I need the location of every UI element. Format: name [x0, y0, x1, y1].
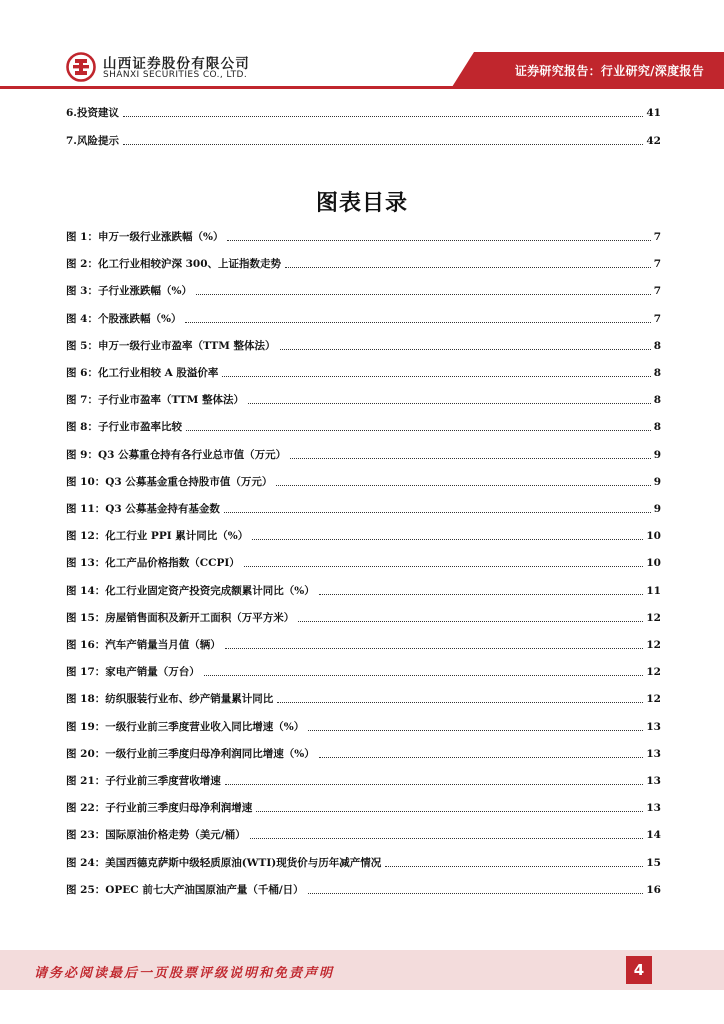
toc-leader-dots: [319, 594, 644, 595]
figure-entry[interactable]: [66, 663, 661, 679]
figure-entry[interactable]: [66, 391, 661, 407]
figure-entry-label: 图 7：子行业市盈率（TTM 整体法）: [66, 394, 244, 407]
toc-leader-dots: [225, 648, 644, 649]
figure-entry-label: 图 23：国际原油价格走势（美元/桶）: [66, 829, 246, 842]
figure-entry-label: 图 2：化工行业相较沪深 300、上证指数走势: [66, 258, 282, 271]
page-number: 4: [626, 956, 652, 984]
toc-leader-dots: [222, 376, 650, 377]
toc-leader-dots: [123, 144, 643, 145]
toc-entry-risk-warning[interactable]: [66, 132, 661, 148]
figure-entry[interactable]: [66, 609, 661, 625]
toc-leader-dots: [185, 322, 650, 323]
toc-leader-dots: [277, 702, 643, 703]
figure-entry-label: 图 4：个股涨跌幅（%）: [66, 312, 182, 325]
figure-entry-page: 8: [653, 421, 661, 434]
toc-leader-dots: [308, 893, 644, 894]
figure-list-title: 图表目录: [315, 190, 408, 216]
figure-entry[interactable]: [66, 446, 661, 462]
figure-entry[interactable]: [66, 854, 661, 870]
figure-entry[interactable]: [66, 282, 661, 298]
figure-entry[interactable]: [66, 881, 661, 897]
toc-leader-dots: [308, 730, 643, 731]
toc-leader-dots: [290, 458, 651, 459]
toc-entry-page: 41: [646, 107, 661, 119]
figure-entry-page: 14: [646, 829, 661, 842]
figure-entry[interactable]: [66, 310, 661, 326]
figure-entry-page: 9: [653, 475, 661, 488]
figure-entry-page: 12: [646, 639, 661, 651]
figure-entry-page: 13: [646, 775, 661, 787]
figure-entry-page: 9: [653, 503, 661, 515]
figure-entry-label: 图 8：子行业市盈率比较: [66, 421, 182, 434]
figure-entry-page: 9: [653, 448, 661, 461]
toc-leader-dots: [227, 240, 650, 241]
figure-entry-label: 图 9：Q3 公募重仓持有各行业总市值（万元）: [66, 448, 287, 461]
toc-leader-dots: [123, 116, 643, 117]
figure-entry[interactable]: [66, 337, 661, 353]
toc-leader-dots: [225, 784, 644, 785]
toc-leader-dots: [256, 811, 643, 812]
figure-entry-label: 图 14：化工行业固定资产投资完成额累计同比（%）: [66, 584, 315, 597]
figure-entry-page: 7: [653, 312, 661, 325]
toc-leader-dots: [385, 866, 643, 867]
figure-entry[interactable]: [66, 690, 661, 706]
toc-leader-dots: [186, 430, 651, 431]
figure-entry-label: 图 1：申万一级行业涨跌幅（%）: [66, 231, 224, 243]
figure-entry-page: 13: [646, 720, 661, 733]
figure-entry-page: 8: [653, 339, 661, 352]
figure-entry[interactable]: [66, 364, 661, 380]
figure-entry-page: 10: [646, 557, 661, 570]
toc-entry-investment-advice[interactable]: [66, 104, 661, 120]
disclaimer-notice: 请务必阅读最后一页股票评级说明和免责声明: [34, 966, 335, 981]
company-name-en: SHANXI SECURITIES CO., LTD.: [103, 70, 248, 80]
toc-entry-label: 7.风险提示: [66, 135, 119, 147]
toc-leader-dots: [196, 294, 651, 295]
figure-entry-label: 图 15：房屋销售面积及新开工面积（万平方米）: [66, 611, 295, 624]
figure-entry-page: 12: [646, 666, 661, 679]
figure-entry[interactable]: [66, 718, 661, 734]
toc-leader-dots: [319, 757, 644, 758]
figure-entry-label: 图 17：家电产销量（万台）: [66, 666, 200, 679]
figure-entry-label: 图 5：申万一级行业市盈率（TTM 整体法）: [66, 339, 276, 352]
figure-entry-label: 图 3：子行业涨跌幅（%）: [66, 285, 192, 298]
figure-entry-page: 7: [653, 285, 661, 298]
toc-leader-dots: [244, 566, 644, 567]
figure-entry[interactable]: [66, 826, 661, 842]
company-name-cn: 山西证券股份有限公司: [103, 56, 250, 72]
figure-entry-page: 13: [646, 747, 661, 760]
figure-entry[interactable]: [66, 554, 661, 570]
figure-entry[interactable]: [66, 473, 661, 489]
toc-leader-dots: [248, 403, 651, 404]
figure-entry-label: 图 16：汽车产销量当月值（辆）: [66, 639, 221, 651]
figure-entry-label: 图 19：一级行业前三季度营业收入同比增速（%）: [66, 720, 305, 733]
figure-entry-label: 图 10：Q3 公募基金重仓持股市值（万元）: [66, 475, 273, 488]
toc-leader-dots: [224, 512, 651, 513]
toc-leader-dots: [252, 539, 643, 540]
figure-entry-page: 7: [653, 231, 661, 243]
figure-entry-label: 图 20：一级行业前三季度归母净利润同比增速（%）: [66, 747, 315, 760]
figure-entry[interactable]: [66, 745, 661, 761]
toc-leader-dots: [298, 621, 643, 622]
figure-entry-label: 图 18：纺织服装行业布、纱产销量累计同比: [66, 693, 274, 706]
figure-entry[interactable]: [66, 799, 661, 815]
figure-entry[interactable]: [66, 500, 661, 516]
figure-entry-page: 15: [646, 856, 661, 869]
figure-entry-page: 8: [653, 367, 661, 379]
toc-leader-dots: [250, 838, 644, 839]
figure-entry[interactable]: [66, 636, 661, 652]
figure-entry[interactable]: [66, 418, 661, 434]
figure-entry[interactable]: [66, 228, 661, 244]
figure-entry[interactable]: [66, 582, 661, 598]
figure-entry-label: 图 13：化工产品价格指数（CCPI）: [66, 557, 240, 570]
figure-entry-label: 图 11：Q3 公募基金持有基金数: [66, 503, 220, 515]
figure-entry[interactable]: [66, 255, 661, 271]
figure-entry-page: 12: [646, 611, 661, 624]
figure-entry-page: 10: [646, 530, 661, 543]
figure-entry-label: 图 22：子行业前三季度归母净利润增速: [66, 802, 253, 815]
shanxi-securities-logo-icon: [66, 52, 96, 82]
toc-leader-dots: [276, 485, 650, 486]
figure-entry-label: 图 21：子行业前三季度营收增速: [66, 775, 221, 787]
report-type-label: 证券研究报告：行业研究/深度报告: [514, 64, 704, 78]
figure-entry[interactable]: [66, 772, 661, 788]
figure-entry-page: 8: [653, 394, 661, 407]
figure-entry-label: 图 6：化工行业相较 A 股溢价率: [66, 367, 219, 379]
toc-leader-dots: [285, 267, 651, 268]
figure-entry-page: 7: [653, 258, 661, 271]
page-header: [0, 0, 724, 92]
figure-entry-label: 图 24：美国西德克萨斯中级轻质原油(WTI)现货价与历年减产情况: [66, 856, 382, 869]
figure-entry[interactable]: [66, 527, 661, 543]
figure-entry-page: 11: [646, 584, 661, 597]
toc-entry-page: 42: [646, 135, 661, 147]
figure-entry-label: 图 25：OPEC 前七大产油国原油产量（千桶/日）: [66, 883, 304, 896]
header-divider: [0, 86, 724, 89]
figure-entry-page: 16: [646, 883, 661, 896]
toc-leader-dots: [280, 349, 651, 350]
figure-entry-label: 图 12：化工行业 PPI 累计同比（%）: [66, 530, 249, 543]
figure-entry-page: 13: [646, 802, 661, 815]
figure-entry-page: 12: [646, 693, 661, 706]
toc-entry-label: 6.投资建议: [66, 107, 119, 119]
toc-leader-dots: [204, 675, 644, 676]
